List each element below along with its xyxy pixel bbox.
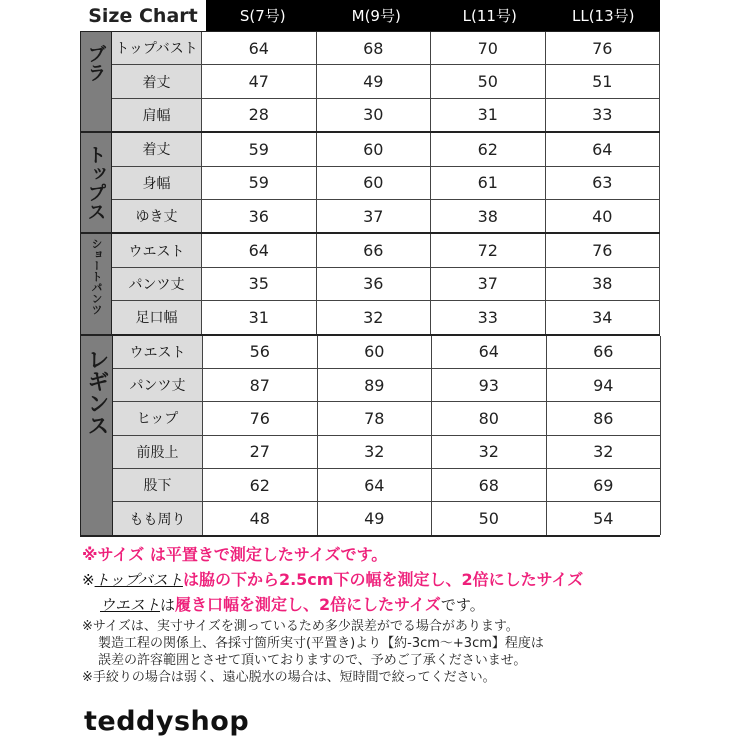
table-row [112, 65, 660, 98]
row-label: ウエスト [112, 234, 202, 266]
note-small-3: 誤差の許容範囲とさせて頂いておりますので、予めご了承くださいませ。 [98, 653, 527, 668]
table-cell: 51 [546, 65, 661, 97]
table-cell: 33 [431, 301, 546, 333]
table-cell: 38 [546, 268, 661, 300]
row-label: パンツ丈 [112, 268, 202, 300]
table-cell: 48 [203, 502, 318, 534]
column-header-s: S(7号) [206, 0, 320, 31]
table-cell: 30 [317, 99, 432, 131]
table-cell: 59 [202, 133, 317, 165]
table-cell: 64 [432, 336, 547, 368]
note-top-bust: ※トップバストは脇の下から2.5cm下の幅を測定し、2倍にしたサイズ [82, 570, 584, 589]
table-cell: 50 [432, 502, 547, 534]
table-cell: 47 [202, 65, 317, 97]
table-cell: 28 [202, 99, 317, 131]
table-cell: 37 [317, 200, 432, 232]
table-cell: 27 [203, 436, 318, 468]
table-header [80, 0, 660, 31]
table-cell: 36 [317, 268, 432, 300]
row-label: 着丈 [112, 133, 202, 165]
column-header-m: M(9号) [320, 0, 434, 31]
table-cell: 78 [318, 402, 433, 434]
table-cell: 89 [318, 369, 433, 401]
table-cell: 60 [317, 133, 432, 165]
row-label: 肩幅 [112, 99, 202, 131]
size-chart-title: Size Chart [80, 0, 206, 31]
category-label: トップス [80, 133, 112, 232]
row-label: 足口幅 [112, 301, 202, 333]
table-row [112, 301, 660, 333]
table-cell: 32 [547, 436, 662, 468]
table-cell: 62 [431, 133, 546, 165]
column-header-l: L(11号) [433, 0, 547, 31]
table-cell: 60 [318, 336, 433, 368]
table-body [80, 31, 660, 537]
size-chart-table [80, 0, 660, 537]
column-header-ll: LL(13号) [547, 0, 661, 31]
group-3 [80, 336, 660, 537]
row-label: ヒップ [113, 402, 203, 434]
table-row [113, 402, 661, 435]
table-cell: 56 [203, 336, 318, 368]
table-cell: 59 [202, 167, 317, 199]
row-label: もも周り [113, 502, 203, 534]
row-label: 身幅 [112, 167, 202, 199]
note-waist: ウエストは履き口幅を測定し、2倍にしたサイズです。 [100, 595, 485, 614]
table-cell: 35 [202, 268, 317, 300]
table-row [112, 99, 660, 131]
top-bust-term: トップバスト [94, 571, 183, 589]
group-1 [80, 133, 660, 234]
table-cell: 31 [431, 99, 546, 131]
row-label: パンツ丈 [113, 369, 203, 401]
teddyshop-logo: teddyshop [84, 706, 250, 737]
table-cell: 54 [547, 502, 662, 534]
table-cell: 76 [546, 234, 661, 266]
table-cell: 49 [317, 65, 432, 97]
table-cell: 31 [202, 301, 317, 333]
waist-term: ウエスト [100, 596, 161, 614]
table-cell: 68 [317, 32, 432, 64]
table-cell: 69 [547, 469, 662, 501]
table-row [113, 369, 661, 402]
row-label: トップバスト [112, 32, 202, 64]
notes [82, 542, 682, 565]
table-cell: 62 [203, 469, 318, 501]
table-cell: 66 [317, 234, 432, 266]
table-cell: 76 [546, 32, 661, 64]
table-cell: 64 [202, 32, 317, 64]
category-label: ブラ [80, 32, 112, 131]
table-cell: 49 [318, 502, 433, 534]
table-cell: 72 [431, 234, 546, 266]
row-label: 着丈 [112, 65, 202, 97]
table-cell: 32 [318, 436, 433, 468]
table-cell: 64 [318, 469, 433, 501]
table-row [113, 469, 661, 502]
category-label: ショートパンツ [80, 234, 112, 333]
table-cell: 40 [546, 200, 661, 232]
table-cell: 36 [202, 200, 317, 232]
table-row [112, 200, 660, 232]
table-cell: 38 [431, 200, 546, 232]
table-cell: 33 [546, 99, 661, 131]
table-cell: 64 [546, 133, 661, 165]
table-row [112, 133, 660, 166]
table-cell: 32 [432, 436, 547, 468]
table-cell: 32 [317, 301, 432, 333]
note-small-4: ※手絞りの場合は弱く、遠心脱水の場合は、短時間で絞ってください。 [82, 670, 496, 685]
table-cell: 68 [432, 469, 547, 501]
row-label: ウエスト [113, 336, 203, 368]
table-row [113, 336, 661, 369]
table-row [113, 502, 661, 534]
row-label: ゆき丈 [112, 200, 202, 232]
note-small-2: 製造工程の関係上、各採寸箇所実寸(平置き)より【約-3cm～+3cm】程度は [98, 636, 544, 651]
table-cell: 37 [431, 268, 546, 300]
category-label: レギンス [80, 336, 113, 535]
table-cell: 93 [432, 369, 547, 401]
table-cell: 94 [547, 369, 662, 401]
note-measurement: ※サイズ は平置きで測定したサイズです。 [82, 545, 388, 564]
table-cell: 86 [547, 402, 662, 434]
table-cell: 87 [203, 369, 318, 401]
table-cell: 50 [431, 65, 546, 97]
table-row [112, 167, 660, 200]
group-0 [80, 32, 660, 133]
note-small-text [82, 618, 682, 686]
table-cell: 66 [547, 336, 662, 368]
table-row [112, 234, 660, 267]
table-row [112, 32, 660, 65]
table-row [113, 436, 661, 469]
table-cell: 70 [431, 32, 546, 64]
group-2 [80, 234, 660, 335]
table-cell: 64 [202, 234, 317, 266]
table-cell: 63 [546, 167, 661, 199]
note-small-1: ※サイズは、実寸サイズを測っているため多少誤差がでる場合があります。 [82, 619, 519, 634]
row-label: 前股上 [113, 436, 203, 468]
table-cell: 34 [546, 301, 661, 333]
table-cell: 80 [432, 402, 547, 434]
table-row [112, 268, 660, 301]
table-cell: 61 [431, 167, 546, 199]
table-cell: 60 [317, 167, 432, 199]
row-label: 股下 [113, 469, 203, 501]
table-cell: 76 [203, 402, 318, 434]
